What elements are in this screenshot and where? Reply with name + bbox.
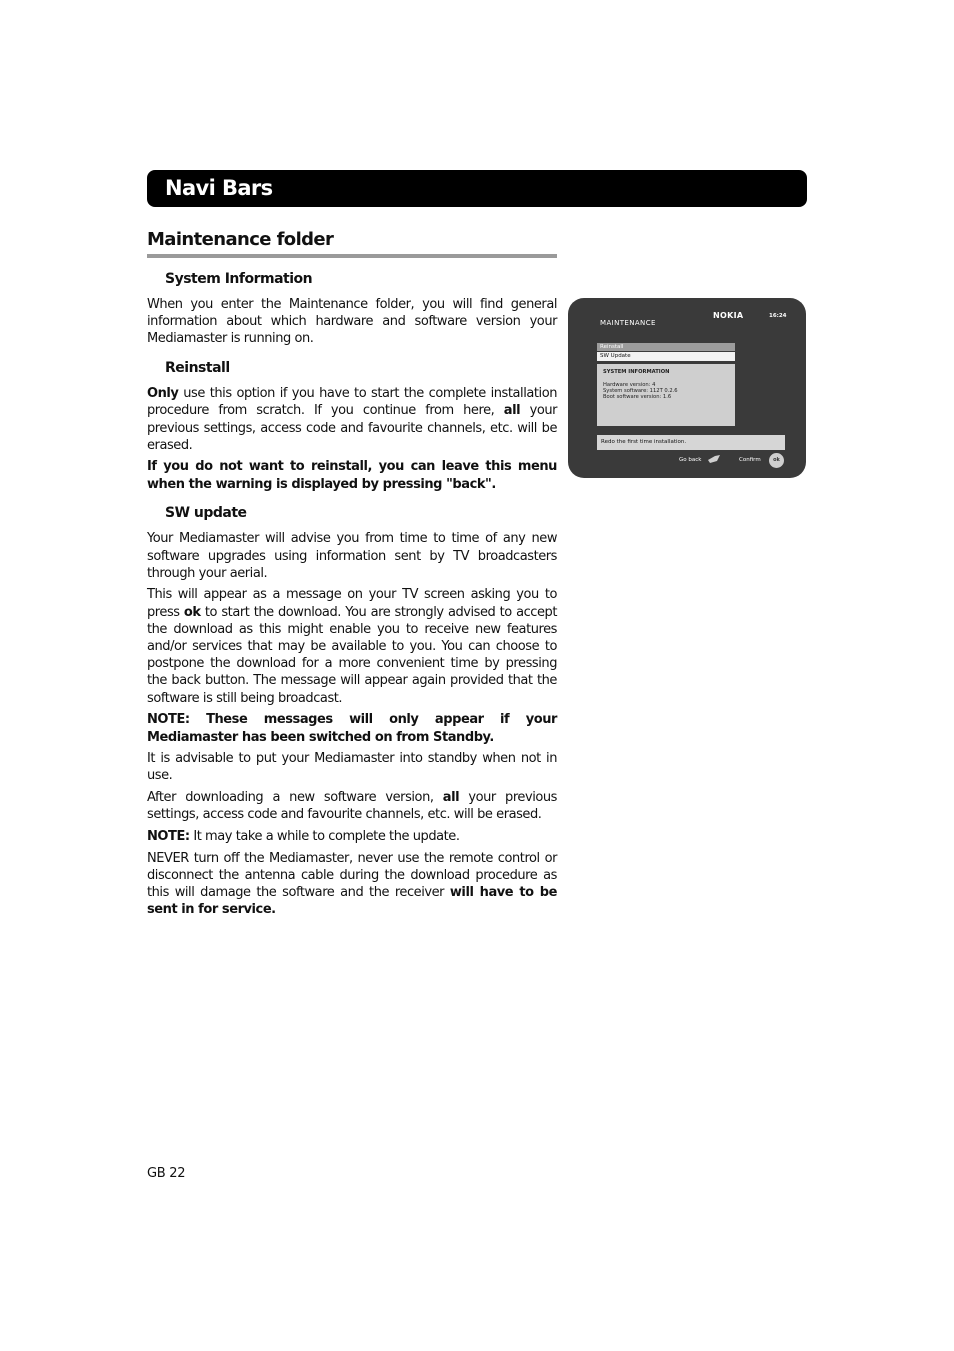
tv-info-line: Hardware version: 4 bbox=[603, 382, 656, 388]
section-title: Maintenance folder bbox=[147, 229, 334, 250]
tv-screen-figure bbox=[568, 298, 806, 478]
tv-confirm-label: Confirm bbox=[739, 457, 761, 463]
system-info-paragraph: When you enter the Maintenance folder, you will find general information about which hardware and software version your Mediamaster is running on. bbox=[147, 297, 557, 347]
heading-system-information: System Information bbox=[165, 271, 313, 287]
sw-update-note-time: NOTE: It may take a while to complete the update. bbox=[147, 829, 460, 845]
back-arrow-icon[interactable] bbox=[707, 454, 721, 464]
sw-update-note-standby: NOTE: These messages will only appear if your Mediamaster has been switched on from Standby. bbox=[147, 712, 557, 745]
sw-update-warning: NEVER turn off the Mediamaster, never use the remote control or disconnect the antenna cable during the download procedure as this will damage the software and the receiver will have to be sent in for service. bbox=[147, 850, 557, 918]
tv-brand-logo: NOKIA bbox=[713, 311, 744, 320]
tv-system-info-panel bbox=[597, 364, 735, 426]
chapter-title: Navi Bars bbox=[165, 176, 273, 200]
page-number: GB 22 bbox=[147, 1166, 186, 1181]
chapter-header-bar bbox=[147, 170, 807, 207]
sw-update-paragraph-4: It is advisable to put your Mediamaster into standby when not in use. bbox=[147, 751, 557, 784]
tv-go-back-label: Go back bbox=[679, 457, 702, 463]
sw-update-paragraph-5: After downloading a new software version, all your previous settings, access code and favourite channels, etc. will be erased. bbox=[147, 790, 557, 823]
tv-info-line: System software: 112T 0.2.6 bbox=[603, 388, 678, 394]
reinstall-warning: If you do not want to reinstall, you can leave this menu when the warning is displayed by pressing "back". bbox=[147, 459, 557, 492]
tv-clock: 16:24 bbox=[769, 313, 787, 319]
section-divider bbox=[147, 254, 557, 258]
tv-menu-title: MAINTENANCE bbox=[600, 319, 656, 327]
tv-info-title: SYSTEM INFORMATION bbox=[603, 369, 670, 375]
tv-hint-bar: Redo the first time installation. bbox=[597, 435, 785, 450]
tv-info-line: Boot software version: 1.6 bbox=[603, 394, 672, 400]
tv-menu-item-sw-update[interactable]: SW Update bbox=[597, 352, 735, 361]
tv-menu-item-reinstall[interactable]: Reinstall bbox=[597, 343, 735, 351]
reinstall-paragraph: Only use this option if you have to start the complete installation procedure from scratch. If you continue from here, all your previous settings, access code and favourite channels, etc. will be erased. bbox=[147, 386, 558, 453]
heading-sw-update: SW update bbox=[165, 505, 247, 522]
sw-update-paragraph-1: Your Mediamaster will advise you from time to time of any new software upgrades using information sent by TV broadcasters through your aerial. bbox=[147, 531, 557, 581]
ok-button-icon[interactable]: ok bbox=[769, 453, 784, 468]
sw-update-paragraph-2: This will appear as a message on your TV screen asking you to press ok to start the download. You are strongly advised to accept the download as this might enable you to receive new features and/or services that may be available to you. You can choose to postpone the download for a more convenient time by pressing the back button. The message will appear again provided that the software is still being broadcast. bbox=[147, 587, 557, 706]
text-column bbox=[147, 268, 557, 923]
heading-reinstall: Reinstall bbox=[165, 360, 230, 377]
